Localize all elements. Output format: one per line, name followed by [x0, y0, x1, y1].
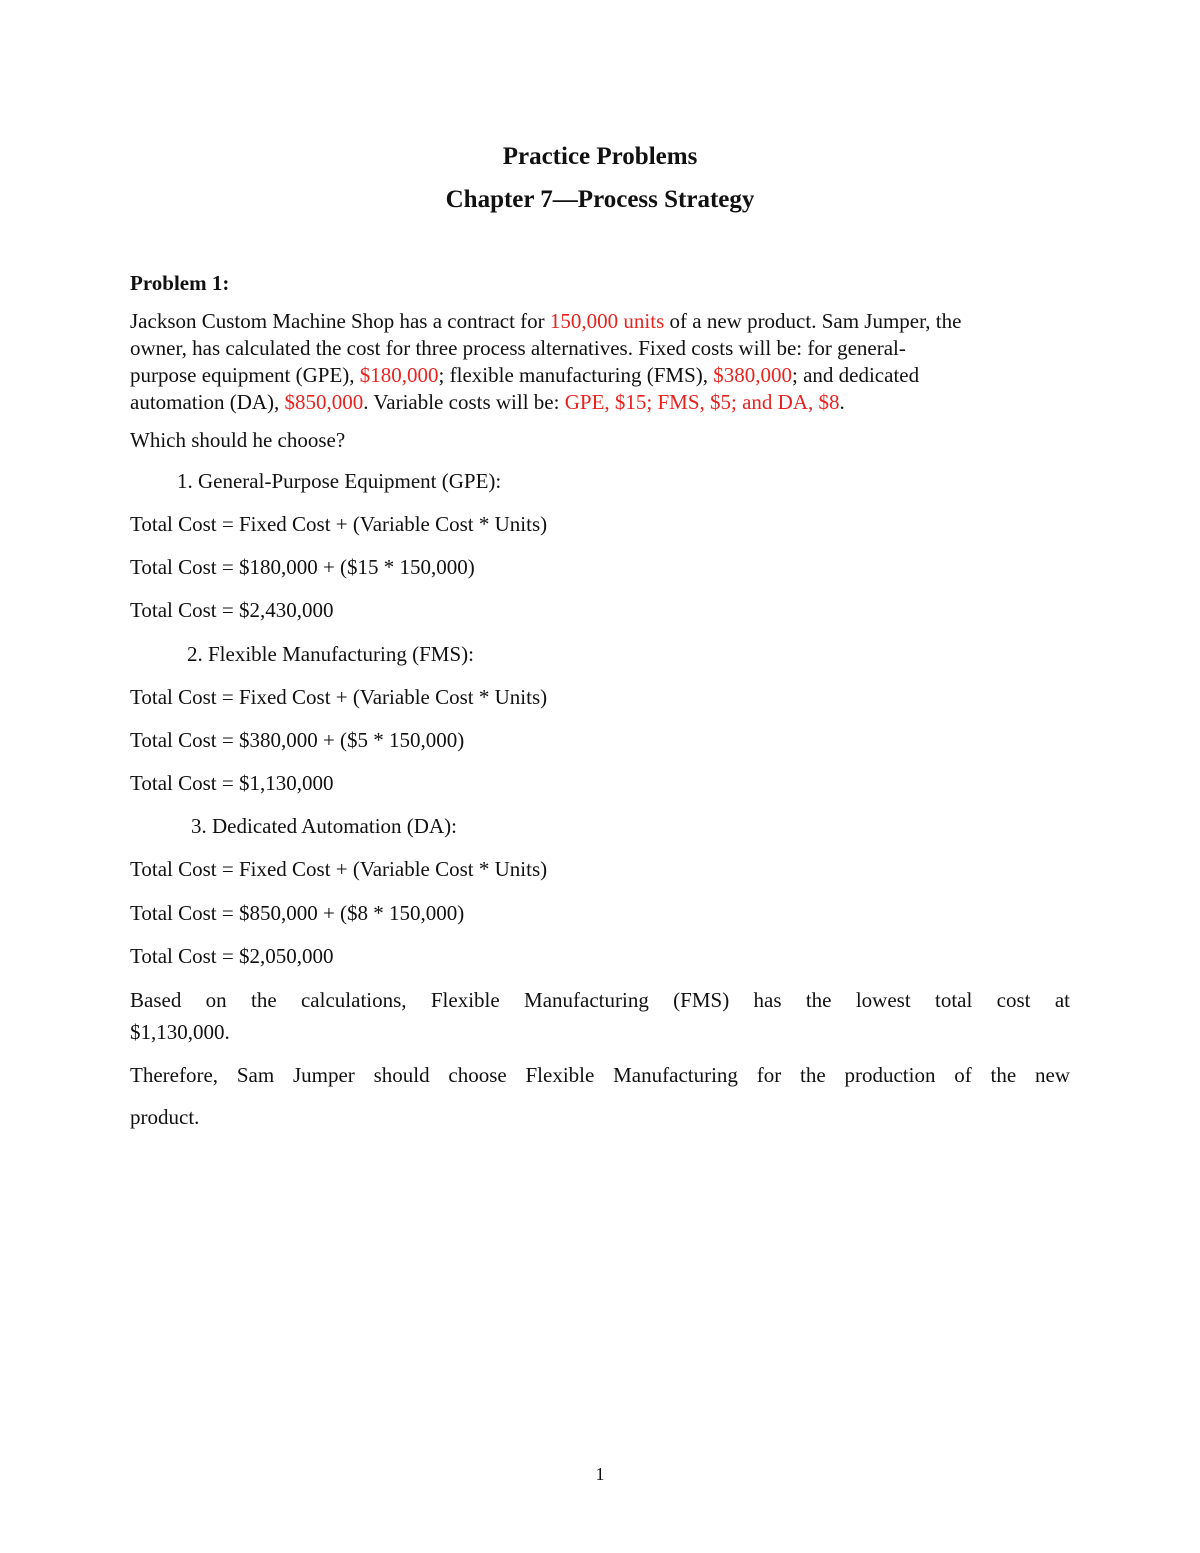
conclusion-line-1: Based on the calculations, Flexible Manufacturing (FMS) has the lowest total cost at — [130, 988, 1070, 1012]
conclusion-line-2: $1,130,000. — [130, 1020, 230, 1044]
problem-paragraph-line-2: owner, has calculated the cost for three process alternatives. Fixed costs will be: for general- — [130, 336, 906, 360]
recommendation-line-1: Therefore, Sam Jumper should choose Flexible Manufacturing for the production of the new — [130, 1063, 1070, 1087]
text-segment: . Variable costs will be: — [363, 390, 565, 414]
text-segment: ; and dedicated — [792, 363, 920, 387]
text-segment: automation (DA), — [130, 390, 285, 414]
page-number: 1 — [595, 1464, 605, 1484]
alternative-fms-formula: Total Cost = Fixed Cost + (Variable Cost * Units) — [130, 685, 548, 709]
question-text: Which should he choose? — [130, 428, 346, 452]
alternative-da-substitution: Total Cost = $850,000 + ($8 * 150,000) — [130, 901, 465, 925]
text-segment: Jackson Custom Machine Shop has a contract for — [130, 309, 550, 333]
alternative-fms-result: Total Cost = $1,130,000 — [130, 771, 334, 795]
alternative-da-heading: 3. Dedicated Automation (DA): — [191, 814, 457, 838]
text-segment: purpose equipment (GPE), — [130, 363, 360, 387]
alternative-da-formula: Total Cost = Fixed Cost + (Variable Cost * Units) — [130, 857, 548, 881]
highlight-da-fixed: $850,000 — [284, 390, 364, 414]
problem-paragraph-line-4 — [130, 390, 845, 415]
alternative-da-result: Total Cost = $2,050,000 — [130, 944, 334, 968]
alternative-gpe-heading: 1. General-Purpose Equipment (GPE): — [177, 469, 502, 493]
highlight-units: 150,000 units — [549, 309, 665, 333]
alternative-gpe-substitution: Total Cost = $180,000 + ($15 * 150,000) — [130, 555, 475, 579]
problem-paragraph-line-1 — [130, 309, 961, 334]
page-title: Practice Problems — [502, 143, 698, 170]
recommendation-line-2: product. — [130, 1105, 200, 1129]
alternative-fms-substitution: Total Cost = $380,000 + ($5 * 150,000) — [130, 728, 465, 752]
alternative-fms-heading: 2. Flexible Manufacturing (FMS): — [187, 642, 474, 666]
text-segment: ; flexible manufacturing (FMS), — [438, 363, 714, 387]
text-segment: of a new product. Sam Jumper, the — [664, 309, 962, 333]
problem-heading: Problem 1: — [130, 271, 230, 295]
highlight-gpe-fixed: $180,000 — [359, 363, 439, 387]
problem-paragraph-line-3 — [130, 363, 919, 388]
alternative-gpe-formula: Total Cost = Fixed Cost + (Variable Cost * Units) — [130, 512, 548, 536]
chapter-subtitle: Chapter 7—Process Strategy — [445, 186, 755, 213]
text-segment: . — [839, 390, 845, 414]
alternative-gpe-result: Total Cost = $2,430,000 — [130, 598, 334, 622]
highlight-fms-fixed: $380,000 — [713, 363, 792, 387]
highlight-variable-costs: GPE, $15; FMS, $5; and DA, $8 — [564, 390, 840, 414]
